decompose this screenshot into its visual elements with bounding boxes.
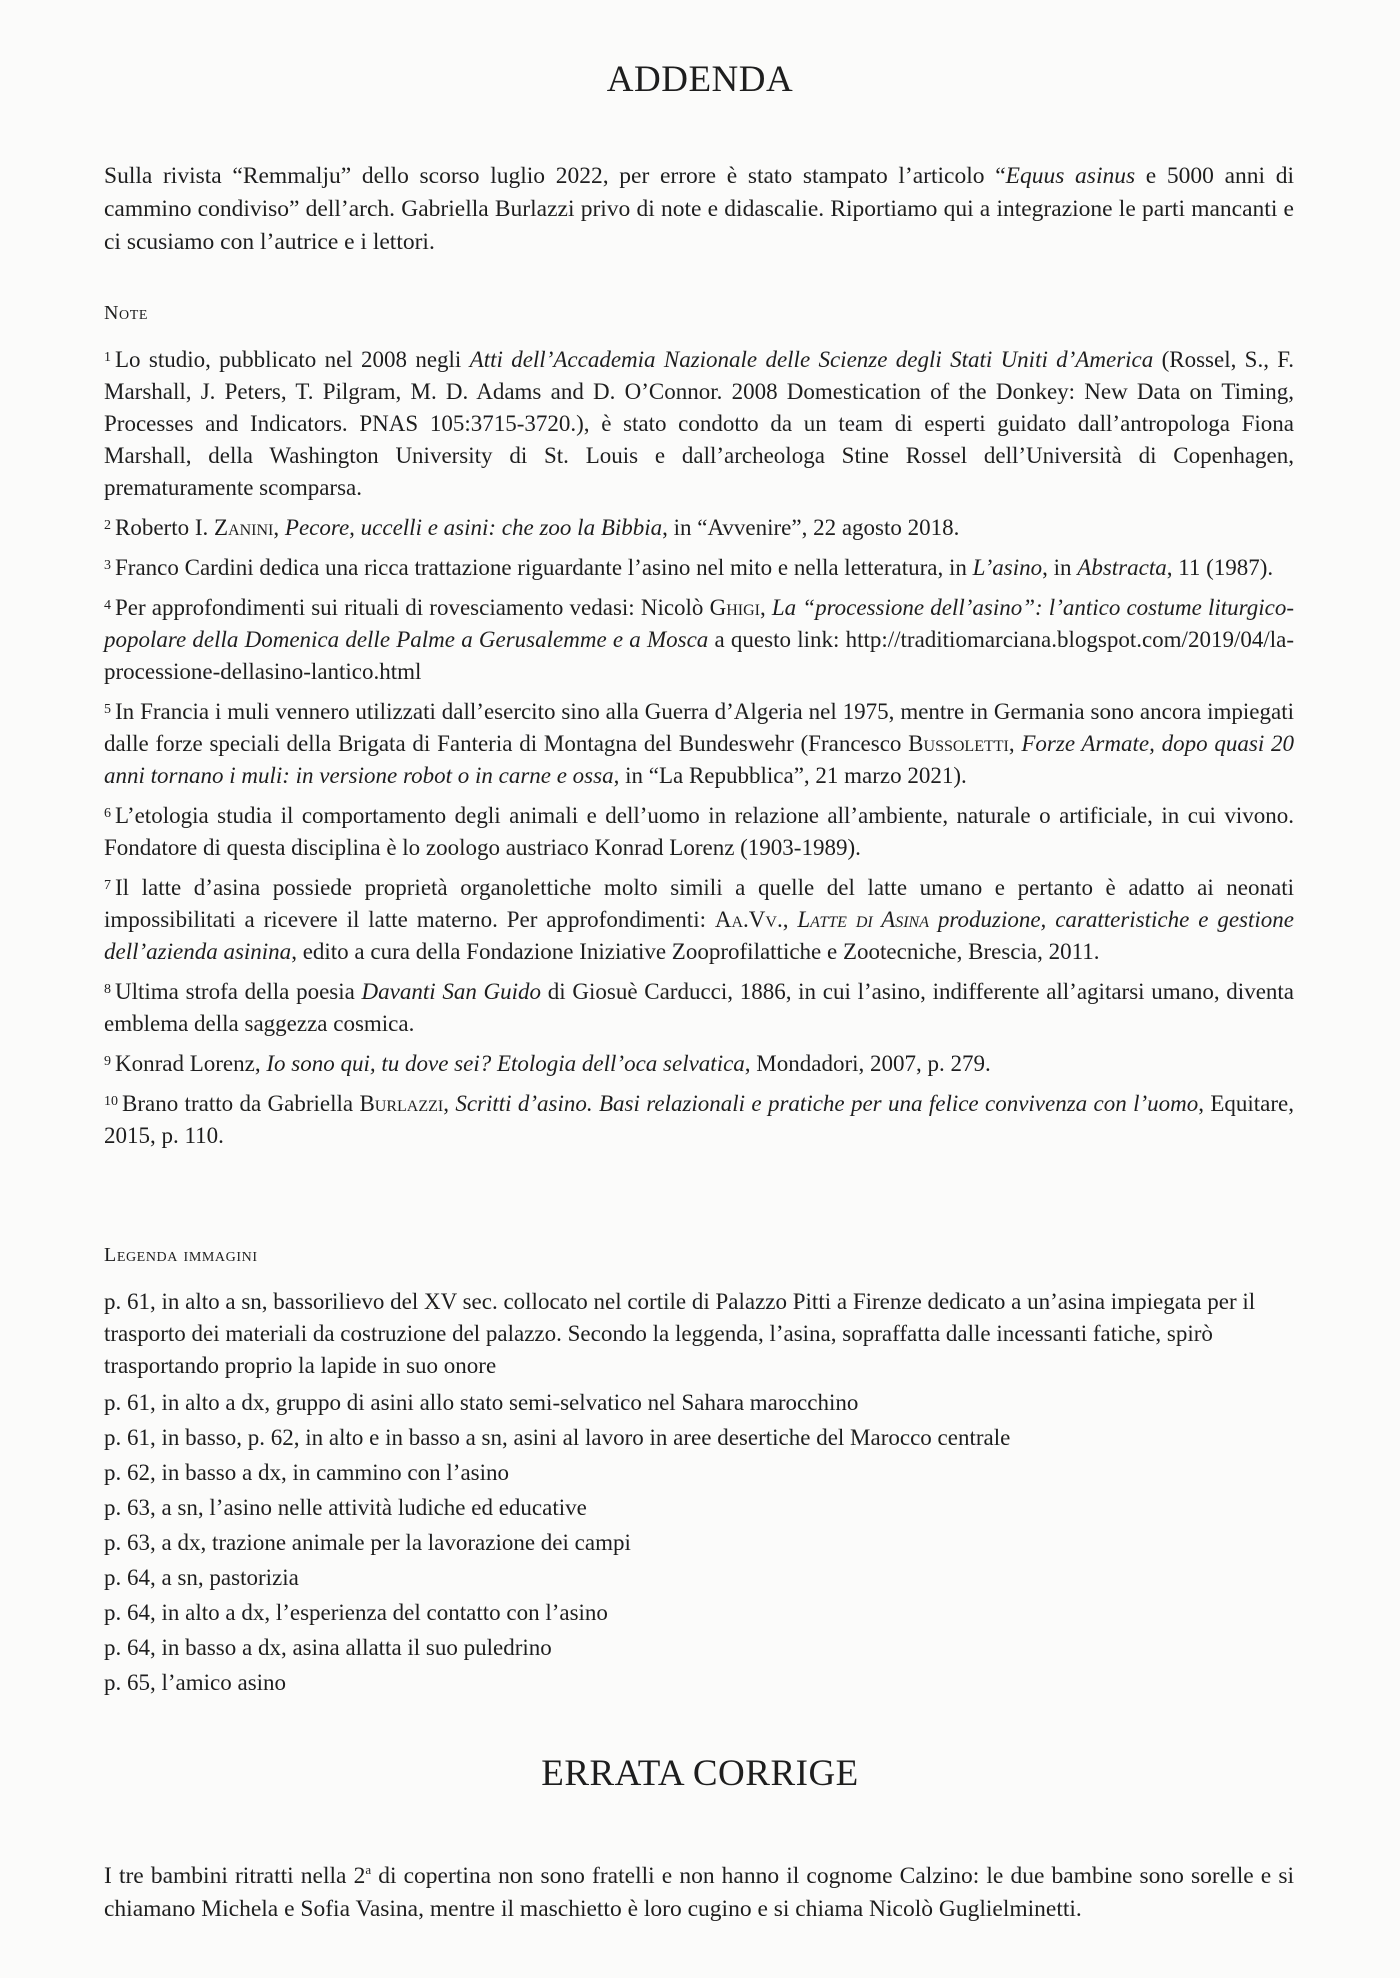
notes-list xyxy=(104,342,1294,1158)
errata-title: ERRATA CORRIGE xyxy=(541,1753,859,1794)
note-item: $^9$ Konrad Lorenz, Io sono qui, tu dove sei? Etologia dell’oca selvatica, Mondadori, 2007, p. 279. xyxy=(104,1051,991,1076)
legenda-label: Legenda immagini xyxy=(104,1244,258,1266)
legenda-item: p. 61, in alto a dx, gruppo di asini allo stato semi-selvatico nel Sahara marocchino xyxy=(104,1390,859,1415)
legenda-item: p. 64, in alto a dx, l’esperienza del contatto con l’asino xyxy=(104,1600,608,1625)
addenda-intro: Sulla rivista “Remmalju” dello scorso luglio 2022, per errore è stato stampato l’articolo “Equus asinus e 5000 anni di cammino condiviso” dell’arch. Gabriella Burlazzi privo di note e didascalie. Riportiamo qui a integrazione le parti mancanti e ci scusiamo con l’autrice e i lettori. xyxy=(104,163,1294,255)
note-item: $^2$ Roberto I. Zanini, Pecore, uccelli e asini: che zoo la Bibbia, in “Avvenire”, 22 agosto 2018. xyxy=(104,515,960,540)
note-item: $^7$ Il latte d’asina possiede proprietà organolettiche molto simili a quelle del latte umano e pertanto è adatto ai neonati impossibilitati a ricevere il latte materno. Per approfondimenti: Aa.Vv., Latte di Asina produzione, caratteristiche e gestione dell’azienda asinina, edito a cura della Fondazione Iniziative Zooprofilattiche e Zootecniche, Brescia, 2011. xyxy=(104,875,1294,964)
note-item: $^1$ Lo studio, pubblicato nel 2008 negli Atti dell’Accademia Nazionale delle Scienze degli Stati Uniti d’America (Rossel, S., F. Marshall, J. Peters, T. Pilgram, M. D. Adams and D. O’Connor. 2008 Domestication of the Donkey: New Data on Timing, Processes and Indicators. PNAS 105:3715-3720.), è stato condotto da un team di esperti guidato dall’antropologa Fiona Marshall, della Washington University di St. Louis e dall’archeologa Stine Rossel dell’Università di Copenhagen, prematuramente scomparsa. xyxy=(104,347,1294,500)
note-item: $^3$ Franco Cardini dedica una ricca trattazione riguardante l’asino nel mito e nella letteratura, in L’asino, in Abstracta, 11 (1987). xyxy=(104,555,1274,580)
note-item: $^5$ In Francia i muli vennero utilizzati dall’esercito sino alla Guerra d’Algeria nel 1975, mentre in Germania sono ancora impiegati dalle forze speciali della Brigata di Fanteria di Montagna del Bundeswehr (Francesco Bussoletti, Forze Armate, dopo quasi 20 anni tornano i muli: in versione robot o in carne e ossa, in “La Repubblica”, 21 marzo 2021). xyxy=(104,699,1294,788)
legenda-item: p. 61, in alto a sn, bassorilievo del XV sec. collocato nel cortile di Palazzo Pitti a Firenze dedicato a un’asina impiegata per il trasporto dei materiali da costruzione del palazzo. Secondo la leggenda, l’asina, sopraffatta dalle incessanti fatiche, spirò trasportando proprio la lapide in suo onore xyxy=(104,1289,1256,1378)
note-item: $^6$ L’etologia studia il comportamento degli animali e dell’uomo in relazione all’ambiente, naturale o artificiale, in cui vivono. Fondatore di questa disciplina è lo zoologo austriaco Konrad Lorenz (1903-1989). xyxy=(104,803,1294,860)
legenda-item: p. 61, in basso, p. 62, in alto e in basso a sn, asini al lavoro in aree desertiche del Marocco centrale xyxy=(104,1425,1011,1450)
legenda-item: p. 65, l’amico asino xyxy=(104,1670,287,1695)
addenda-title: ADDENDA xyxy=(606,59,794,100)
legenda-item: p. 64, a sn, pastorizia xyxy=(104,1565,299,1590)
note-item: $^8$ Ultima strofa della poesia Davanti San Guido di Giosuè Carducci, 1886, in cui l’asino, indifferente all’agitarsi umano, diventa emblema della saggezza cosmica. xyxy=(104,979,1294,1036)
notes-label: Note xyxy=(104,302,149,324)
legenda-list xyxy=(104,1286,1294,1700)
legenda-item: p. 62, in basso a dx, in cammino con l’asino xyxy=(104,1460,509,1485)
errata-text: I tre bambini ritratti nella 2$^a$ di copertina non sono fratelli e non hanno il cognome Calzino: le due bambine sono sorelle e si chiamano Michela e Sofia Vasina, mentre il maschietto è loro cugino e si chiama Nicolò Guglielminetti. xyxy=(104,1862,1295,1922)
legenda-item: p. 64, in basso a dx, asina allatta il suo puledrino xyxy=(104,1635,552,1660)
legenda-item: p. 63, a sn, l’asino nelle attività ludiche ed educative xyxy=(104,1495,587,1520)
note-item: $^4$ Per approfondimenti sui rituali di rovesciamento vedasi: Nicolò Ghigi, La “processione dell’asino”: l’antico costume liturgico-popolare della Domenica delle Palme a Gerusalemme e a Mosca a questo link: http://traditiomarciana.blogspot.com/2019/04/la-processione-dellasino-lantico.html xyxy=(104,595,1295,684)
legenda-item: p. 63, a dx, trazione animale per la lavorazione dei campi xyxy=(104,1530,631,1555)
note-item: $^{10}$ Brano tratto da Gabriella Burlazzi, Scritti d’asino. Basi relazionali e pratiche per una felice convivenza con l’uomo, Equitare, 2015, p. 110. xyxy=(104,1091,1295,1148)
